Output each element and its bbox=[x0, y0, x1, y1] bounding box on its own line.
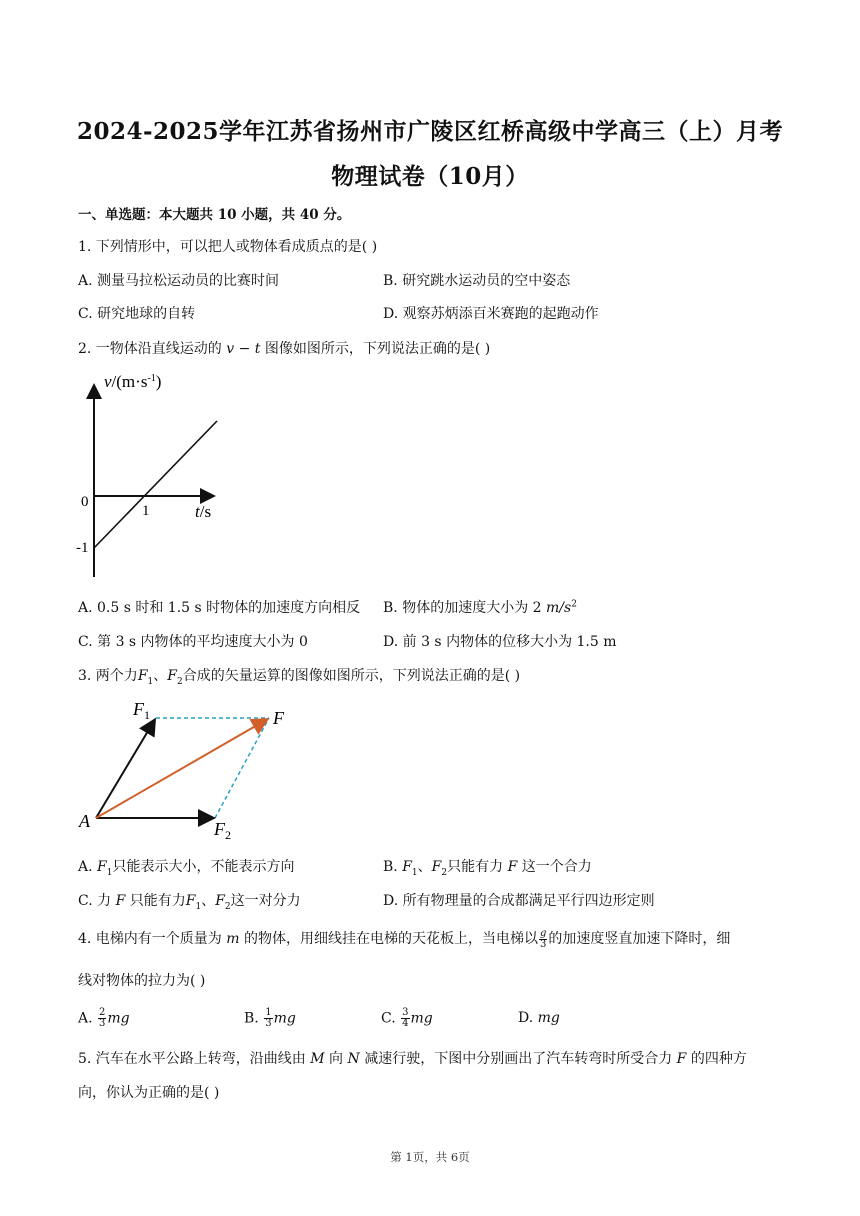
q3-f2: F bbox=[167, 668, 177, 684]
q5-stem-line2: 向，你认为正确的是( ) bbox=[78, 1085, 220, 1101]
exam-title-line2: 物理试卷（10月） bbox=[331, 163, 529, 190]
q4-a-pre: A. bbox=[78, 1010, 98, 1027]
label-f2: $F_2$ bbox=[214, 819, 231, 842]
q3-a-post: 只能表示大小，不能表示方向 bbox=[112, 859, 295, 875]
q4-a-frac bbox=[98, 1008, 106, 1029]
q4-d-pre: D. bbox=[518, 1010, 538, 1026]
q4-option-b bbox=[244, 1008, 296, 1029]
q4-c-frac bbox=[401, 1008, 409, 1029]
q4-b-num: 1 bbox=[265, 1007, 272, 1018]
q4-option-d bbox=[518, 1010, 560, 1026]
q3-b-tail: 这一个合力 bbox=[517, 859, 592, 875]
q3-c-f2-sub: 2 bbox=[224, 901, 231, 912]
q4-frac-num: g bbox=[540, 927, 547, 939]
q4-d-mg: mg bbox=[537, 1010, 560, 1026]
q4-c-num: 3 bbox=[402, 1007, 409, 1018]
q4-c-den: 4 bbox=[402, 1018, 409, 1029]
q1-option-a: A. 测量马拉松运动员的比赛时间 bbox=[78, 273, 280, 289]
vector-f-resultant bbox=[96, 720, 266, 818]
q3-f1-sub: 1 bbox=[147, 676, 154, 687]
q3-option-a bbox=[78, 856, 294, 878]
exam-title-line1: 2024-2025学年江苏省扬州市广陵区红桥高级中学高三（上）月考 bbox=[76, 118, 784, 145]
label-f1: $F_1$ bbox=[133, 699, 150, 722]
label-a: A bbox=[79, 811, 90, 831]
q4-stem-mid: 的物体，用细线挂在电梯的天花板上，当电梯以 bbox=[239, 931, 538, 947]
q3-c-mid: 只能有力 bbox=[125, 893, 186, 909]
y-axis-label: $v/(m\cdot s^{-1})$ bbox=[104, 372, 162, 391]
x-axis-label: t/s bbox=[195, 502, 212, 521]
q3-c-f2: F bbox=[215, 893, 225, 909]
vt-line bbox=[94, 421, 217, 548]
label-f: F bbox=[273, 708, 284, 728]
q4-frac bbox=[539, 929, 547, 950]
q5-m: M bbox=[310, 1051, 325, 1067]
page-footer: 第 1页，共 6页 bbox=[390, 1150, 470, 1164]
q2-option-b-unit: m/s bbox=[546, 600, 572, 616]
q3-b-f2: F bbox=[431, 859, 442, 875]
q5-stem-mid1: 向 bbox=[324, 1051, 348, 1067]
vt-graph bbox=[70, 365, 240, 585]
q5-stem bbox=[78, 1048, 747, 1068]
q3-b-f1-sub: 1 bbox=[411, 867, 418, 878]
q3-sep: 、 bbox=[153, 668, 168, 684]
y-axis-label-close: ) bbox=[155, 372, 162, 391]
q3-option-c bbox=[78, 890, 301, 912]
q4-stem-line2: 线对物体的拉力为( ) bbox=[78, 973, 206, 989]
q3-stem-text-2: 合成的矢量运算的图像如图所示，下列说法正确的是( ) bbox=[182, 668, 521, 684]
q2-option-b-text: B. 物体的加速度大小为 2 bbox=[383, 600, 546, 616]
q3-a-f1-sub: 1 bbox=[106, 867, 113, 878]
q3-b-sep: 、 bbox=[417, 859, 432, 875]
q4-c-pre: C. bbox=[381, 1010, 401, 1027]
y-tick-neg1: -1 bbox=[76, 540, 89, 556]
q3-f1: F bbox=[137, 668, 148, 684]
q1-option-d: D. 观察苏炳添百米赛跑的起跑动作 bbox=[383, 306, 599, 322]
vector-f1 bbox=[96, 721, 154, 818]
q3-a-pre: A. bbox=[78, 859, 98, 875]
q5-stem-text: 5. 汽车在水平公路上转弯，沿曲线由 bbox=[78, 1051, 311, 1067]
q5-stem-post: 的四种方 bbox=[686, 1051, 747, 1067]
origin-label: 0 bbox=[81, 494, 89, 510]
y-axis-label-sup: -1 bbox=[147, 373, 156, 384]
q3-option-d: D. 所有物理量的合成都满足平行四边形定则 bbox=[383, 893, 655, 909]
q2-option-c: C. 第 3 s 内物体的平均速度大小为 0 bbox=[78, 634, 308, 650]
q4-a-num: 2 bbox=[99, 1007, 106, 1018]
q1-option-c: C. 研究地球的自转 bbox=[78, 306, 196, 322]
q3-c-post: 这一对分力 bbox=[230, 893, 301, 909]
q2-stem-text: 2. 一物体沿直线运动的 bbox=[78, 341, 227, 357]
q2-option-a: A. 0.5 s 时和 1.5 s 时物体的加速度方向相反 bbox=[78, 600, 361, 616]
q3-b-f2-sub: 2 bbox=[441, 867, 448, 878]
q5-f: F bbox=[676, 1051, 687, 1067]
q3-c-f1: F bbox=[185, 893, 196, 909]
q2-option-d: D. 前 3 s 内物体的位移大小为 1.5 m bbox=[383, 634, 617, 650]
q4-a-mg: mg bbox=[107, 1010, 130, 1027]
q4-stem-text: 4. 电梯内有一个质量为 bbox=[78, 931, 227, 947]
x-tick-1: 1 bbox=[142, 503, 150, 519]
q4-stem bbox=[78, 928, 730, 950]
q1-stem: 1. 下列情形中，可以把人或物体看成质点的是( ) bbox=[78, 239, 378, 255]
q3-f2-sub: 2 bbox=[176, 676, 183, 687]
q4-b-den: 3 bbox=[265, 1018, 272, 1029]
force-parallelogram bbox=[76, 695, 306, 845]
q3-c-pre: C. 力 bbox=[78, 893, 116, 909]
q4-b-frac bbox=[264, 1008, 272, 1029]
section-heading: 一、单选题：本大题共 10 小题，共 40 分。 bbox=[78, 207, 351, 223]
q3-stem bbox=[78, 665, 520, 687]
q4-option-c bbox=[381, 1008, 433, 1029]
q4-m: m bbox=[226, 931, 240, 947]
q4-b-pre: B. bbox=[244, 1010, 264, 1027]
q3-c-f: F bbox=[115, 893, 126, 909]
q3-b-pre: B. bbox=[383, 859, 403, 875]
q4-stem-post: 的加速度竖直加速下降时，细 bbox=[548, 931, 731, 947]
q3-b-f: F bbox=[507, 859, 518, 875]
q2-stem-math: v − t bbox=[226, 341, 261, 357]
q1-option-b: B. 研究跳水运动员的空中姿态 bbox=[383, 273, 571, 289]
q3-a-f1: F bbox=[97, 859, 107, 875]
q4-option-a bbox=[78, 1008, 130, 1029]
q2-stem-text-2: 图像如图所示，下列说法正确的是( ) bbox=[260, 341, 491, 357]
q3-b-f1: F bbox=[402, 859, 412, 875]
q3-c-sep: 、 bbox=[201, 893, 216, 909]
q2-option-b-sup: 2 bbox=[571, 599, 577, 610]
q2-option-b bbox=[383, 597, 577, 617]
q3-stem-text: 3. 两个力 bbox=[78, 668, 138, 684]
q4-a-den: 3 bbox=[99, 1018, 106, 1029]
q5-n: N bbox=[347, 1051, 360, 1067]
q4-frac-den: 3 bbox=[540, 938, 547, 950]
q3-c-f1-sub: 1 bbox=[195, 901, 202, 912]
q5-stem-mid2: 减速行驶，下图中分别画出了汽车转弯时所受合力 bbox=[359, 1051, 677, 1067]
q3-option-b bbox=[383, 856, 592, 878]
q2-stem bbox=[78, 338, 490, 358]
q3-b-post: 只能有力 bbox=[447, 859, 508, 875]
q4-c-mg: mg bbox=[410, 1010, 433, 1027]
q4-b-mg: mg bbox=[273, 1010, 296, 1027]
